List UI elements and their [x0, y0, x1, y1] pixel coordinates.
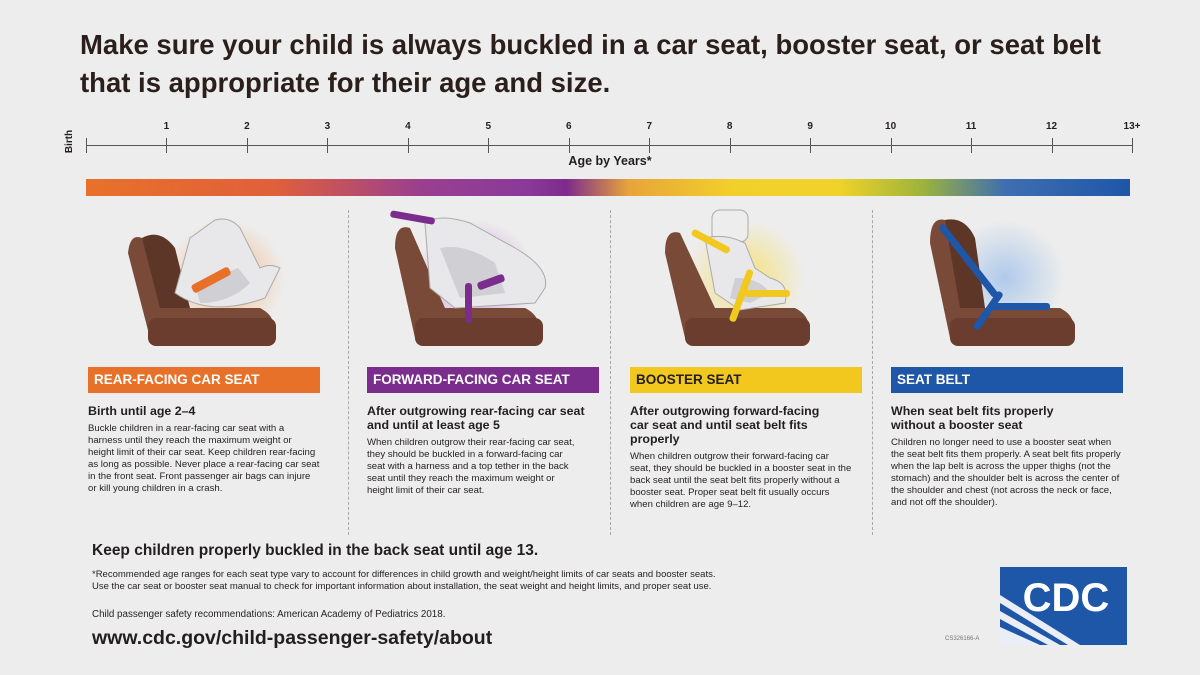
timeline-tick-label: 5 [485, 121, 492, 132]
timeline-tick [730, 138, 731, 153]
banner-forward-facing: FORWARD-FACING CAR SEAT [367, 367, 599, 393]
timeline-axis-line [86, 145, 1132, 146]
timeline-tick-label: 11 [965, 121, 977, 132]
timeline-birth-label: Birth [64, 129, 76, 154]
cdc-url-link[interactable]: www.cdc.gov/child-passenger-safety/about [92, 627, 493, 649]
timeline-tick-label: 6 [565, 121, 572, 132]
timeline-tick [810, 138, 811, 153]
age-gradient-bar [86, 179, 1130, 196]
banner-seat-belt: SEAT BELT [891, 367, 1123, 393]
timeline-axis-title: Age by Years* [568, 154, 652, 168]
timeline-tick [408, 138, 409, 153]
column-rear-facing [88, 367, 320, 496]
timeline-tick-label: 12 [1045, 121, 1058, 132]
timeline-tick-label: 2 [244, 121, 250, 132]
seat-belt-body: Children no longer need to use a booster seat when the seat belt fits them properly. A seat belt fits properly when the lap belt is across the upper thighs (not the stomach) and the shoulder belt is across the center of the shoulder and chest (not across the neck or face, and not off the shoulder). [891, 437, 1121, 509]
timeline-tick [891, 138, 892, 153]
rear-facing-seat-illustration [120, 208, 320, 363]
column-divider [610, 210, 611, 535]
seat-belt-title: When seat belt fits properly without a booster seat [891, 404, 1054, 432]
column-seat-belt [891, 367, 1123, 510]
rear-facing-title: Birth until age 2–4 [88, 404, 196, 418]
rear-facing-body: Buckle children in a rear-facing car seat with a harness until they reach the maximum weight or height limit of their car seat. Keep children rear-facing as long as possible. Never place a rear-facing car seat in the front seat. Front passenger air bags can injure or kill young children in a crash. [88, 423, 320, 495]
footnote-line-1: *Recommended age ranges for each seat type vary to account for differences in child growth and weight/height limits of car seats and booster seats. [92, 569, 716, 580]
booster-title: After outgrowing forward-facing car seat and until seat belt fits properly [630, 404, 820, 446]
forward-facing-body: When children outgrow their rear-facing car seat, they should be buckled in a forward-facing car seat with a harness and a top tether in the back seat until they reach the maximum weight or height limit of their car seat. [367, 437, 575, 497]
timeline-tick [327, 138, 328, 153]
timeline-tick [247, 138, 248, 153]
timeline-tick-birth [86, 138, 87, 153]
timeline-tick [569, 138, 570, 153]
source-citation: Child passenger safety recommendations: American Academy of Pediatrics 2018. [92, 609, 446, 620]
column-divider [348, 210, 349, 535]
timeline-tick-label: 13+ [1123, 121, 1141, 132]
timeline-tick-label: 9 [807, 121, 813, 132]
timeline-tick [1132, 138, 1133, 153]
back-seat-message: Keep children properly buckled in the back seat until age 13. [92, 542, 539, 559]
banner-booster: BOOSTER SEAT [630, 367, 862, 393]
cdc-logo [1000, 567, 1127, 645]
timeline-tick [649, 138, 650, 153]
forward-facing-title: After outgrowing rear-facing car seat and until at least age 5 [367, 404, 585, 432]
banner-rear-facing: REAR-FACING CAR SEAT [88, 367, 320, 393]
footnote-line-2: Use the car seat or booster seat manual to check for important information about installation, the seat weight and height limits, and proper seat use. [92, 581, 712, 593]
timeline-tick [971, 138, 972, 153]
timeline-tick-label: 8 [726, 121, 733, 132]
column-forward-facing [367, 367, 599, 497]
booster-seat-illustration [650, 208, 850, 363]
timeline-tick [1052, 138, 1053, 153]
timeline-tick-label: 7 [646, 121, 652, 132]
forward-facing-seat-illustration [385, 208, 585, 363]
footnote [92, 569, 872, 594]
column-booster [630, 367, 862, 511]
timeline-tick [166, 138, 167, 153]
headline: Make sure your child is always buckled in a car seat, booster seat, or seat belt that is appropriate for their age and size. [80, 29, 1101, 98]
timeline-tick-label: 4 [405, 121, 411, 132]
document-code: CS326166-A [945, 636, 980, 642]
booster-body: When children outgrow their forward-facing car seat, they should be buckled in a booster seat in the back seat until the seat belt fits properly without a booster seat. Proper seat belt fit usually occurs when children are age 9–12. [630, 451, 852, 511]
timeline-tick-label: 10 [885, 121, 897, 132]
column-divider [872, 210, 873, 535]
cdc-logo-text: CDC [1022, 576, 1110, 620]
timeline-tick-label: 3 [324, 121, 331, 132]
timeline-tick-label: 1 [163, 121, 170, 132]
seat-belt-illustration [915, 208, 1115, 363]
timeline-tick [488, 138, 489, 153]
